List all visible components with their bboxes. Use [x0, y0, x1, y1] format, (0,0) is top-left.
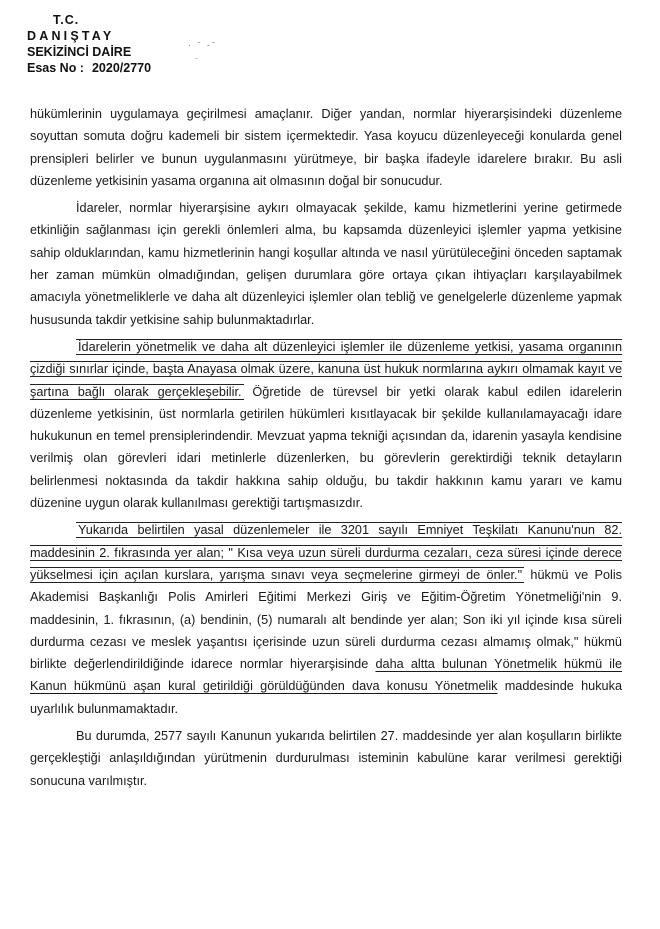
- paragraph-text: Öğretide de türevsel bir yetki olarak kabul edilen idarelerin düzenleme yetkisinin, üst normlarla getirilen hükümleri kısıtlayacak bir şekilde kullanılamayacağı idare hukukunun en temel prensiplerindendir. Mevzuat yapma tekniği açısından da, idarenin yasayla kendisine verilmiş olan görevleri idari metinlerle düzenlerken, bu görevlerin gerektirdiği teknik detayların belirlenmesi noktasında da takdir hakkına sahip olduğu, bu takdir hakkının kamu yararı ve kamu düzenine uygun olarak kullanılması gerektiği tartışmasızdır.: [30, 384, 622, 511]
- paragraph-3: [30, 336, 622, 514]
- paragraph-text: hükümlerinin uygulamaya geçirilmesi amaçlanır. Diğer yandan, normlar hiyerarşisindeki düzenleme soyuttan somuta doğru kademeli bir sistem içermektedir. Yasa koyucu düzenleyeceği konularda genel prensipleri belirler ve bunun uygulanmasını yürütmeye, bir başka ifadeyle idarelere bırakır. Bu asli düzenleme yetkisinin yasama organına ait olmasının doğal bir sonucudur.: [30, 107, 622, 188]
- paragraph-1: [30, 103, 622, 192]
- paragraph-4: [30, 519, 622, 720]
- paragraph-text: maddesinde hukuka uyarlılık bulunmamaktadır.: [30, 679, 622, 716]
- paragraph-text: Bu durumda, 2577 sayılı Kanunun yukarıda belirtilen 27. maddesinde yer alan koşulların birlikte gerçekleştiği anlaşıldığından yürütmenin durdurulması isteminin kabulüne karar verilmesi gerektiği sonucuna varılmıştır.: [30, 729, 622, 788]
- paragraph-text: hükmü ve Polis Akademisi Başkanlığı Polis Amirleri Eğitimi Merkezi Giriş ve Eğitim-Öğretim Yönetmeliği'nin 9. maddesinin, 1. fıkrasının, (a) bendinin, (5) numaralı alt bendinde yer alan; Son iki yıl içinde kısa süreli durdurma cezası ve meslek yaşantısı içerisinde uzun süreli durdurma cezası almamış olmak," hükmü birlikte değerlendirildiğinde idarece normlar hiyerarşisinde: [30, 567, 622, 672]
- document-body: [30, 103, 622, 797]
- paragraph-text: İdareler, normlar hiyerarşisine aykırı olmayacak şekilde, kamu hizmetlerini yerine getirmede etkinliğin sağlanması için gerekli önlemleri alma, bu kapsamda düzenleyici işlemler yapma yetkisine sahip olduklarından, kamu hizmetlerinin hangi koşullar altında ve nasıl yürütüleceğini önceden saptamak her zaman mümkün olmadığından, gelişen durumlara göre ortaya çıkan ihtiyaçları karşılayabilmek amacıyla yönetmeliklerle ve daha alt düzenleyici işlemler olan tebliğ ve genelgelerle düzenleme yapmak hususunda takdir yetkisine sahip bulunmaktadırlar.: [30, 201, 622, 327]
- marked-text-underline: daha altta bulunan Yönetmelik hükmü ile Kanun hükmünü aşan kural getirildiği görüldüğünden dava konusu Yönetmelik: [30, 657, 623, 694]
- case-number-label: Esas No :: [27, 61, 84, 75]
- scan-mark: ˉ: [195, 56, 198, 66]
- header-case-number: [27, 60, 151, 76]
- header-court-name: DANIŞTAY: [27, 29, 115, 43]
- header-chamber: SEKİZİNCİ DAİRE: [27, 45, 132, 59]
- marked-text-boxed: Yukarıda belirtilen yasal düzenlemeler ile 3201 sayılı Emniyet Teşkilatı Kanunu'nun 82. maddesinin 2. fıkrasında yer alan; " Kısa veya uzun süreli durdurma cezaları, ceza süresi içinde derece yükselmesi için açılan kurslara, yarışma sınavı veya seçmelerine girmeyi de önler.": [30, 523, 622, 582]
- scan-marks: · ˉ -ˉ: [188, 40, 217, 50]
- header-tc: T.C.: [53, 13, 80, 27]
- paragraph-5: [30, 725, 622, 792]
- paragraph-2: [30, 197, 622, 331]
- document-header: [27, 12, 151, 76]
- marked-text-boxed: İdarelerin yönetmelik ve daha alt düzenleyici işlemler ile düzenleme yetkisi, yasama organının çizdiği sınırlar içinde, başta Anayasa olmak üzere, kanuna üst hukuk normlarına aykırı olmamak kayıt ve şartına bağlı olarak gerçekleşebilir.: [30, 339, 622, 399]
- case-number-value: 2020/2770: [91, 61, 152, 75]
